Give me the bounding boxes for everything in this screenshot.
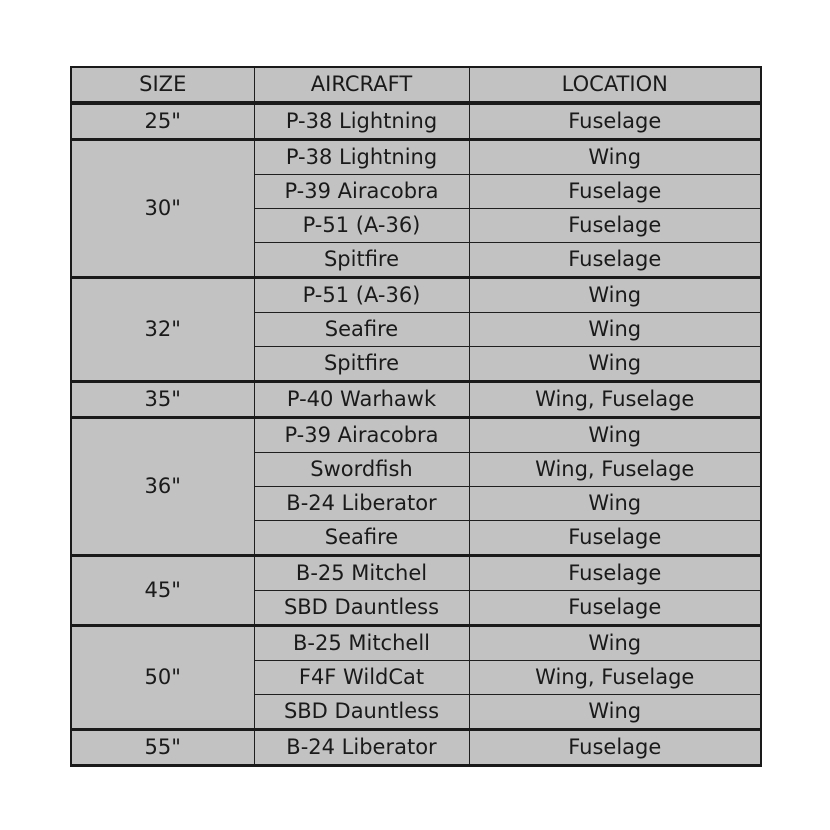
location-cell: Wing, Fuselage <box>469 661 761 695</box>
location-cell: Wing <box>469 313 761 347</box>
size-cell: 36" <box>71 418 254 556</box>
aircraft-cell: P-39 Airacobra <box>254 418 469 453</box>
aircraft-cell: B-24 Liberator <box>254 487 469 521</box>
aircraft-cell: P-51 (A-36) <box>254 209 469 243</box>
aircraft-size-table <box>70 66 762 767</box>
aircraft-cell: Spitfire <box>254 347 469 382</box>
location-cell: Wing <box>469 487 761 521</box>
table-row <box>71 556 761 591</box>
table-row <box>71 140 761 175</box>
size-cell: 30" <box>71 140 254 278</box>
header-location: LOCATION <box>469 67 761 103</box>
aircraft-cell: F4F WildCat <box>254 661 469 695</box>
aircraft-cell: P-39 Airacobra <box>254 175 469 209</box>
location-cell: Fuselage <box>469 175 761 209</box>
location-cell: Wing <box>469 626 761 661</box>
location-cell: Wing, Fuselage <box>469 382 761 418</box>
location-cell: Wing, Fuselage <box>469 453 761 487</box>
aircraft-cell: P-38 Lightning <box>254 140 469 175</box>
table-body <box>71 103 761 766</box>
aircraft-cell: Seafire <box>254 521 469 556</box>
aircraft-cell: B-25 Mitchel <box>254 556 469 591</box>
size-cell: 25" <box>71 103 254 140</box>
header-aircraft: AIRCRAFT <box>254 67 469 103</box>
header-size: SIZE <box>71 67 254 103</box>
header-row <box>71 67 761 103</box>
aircraft-cell: Swordfish <box>254 453 469 487</box>
aircraft-cell: P-40 Warhawk <box>254 382 469 418</box>
location-cell: Fuselage <box>469 243 761 278</box>
location-cell: Fuselage <box>469 209 761 243</box>
location-cell: Fuselage <box>469 521 761 556</box>
table-header <box>71 67 761 103</box>
location-cell: Fuselage <box>469 591 761 626</box>
table-row <box>71 626 761 661</box>
location-cell: Wing <box>469 695 761 730</box>
table-row <box>71 730 761 766</box>
location-cell: Wing <box>469 140 761 175</box>
size-cell: 32" <box>71 278 254 382</box>
size-cell: 55" <box>71 730 254 766</box>
table-row <box>71 103 761 140</box>
aircraft-cell: B-24 Liberator <box>254 730 469 766</box>
location-cell: Wing <box>469 347 761 382</box>
aircraft-cell: SBD Dauntless <box>254 695 469 730</box>
aircraft-cell: P-51 (A-36) <box>254 278 469 313</box>
aircraft-cell: SBD Dauntless <box>254 591 469 626</box>
location-cell: Wing <box>469 418 761 453</box>
table-row <box>71 418 761 453</box>
size-cell: 45" <box>71 556 254 626</box>
location-cell: Fuselage <box>469 556 761 591</box>
size-cell: 50" <box>71 626 254 730</box>
aircraft-cell: B-25 Mitchell <box>254 626 469 661</box>
location-cell: Fuselage <box>469 103 761 140</box>
table-row <box>71 278 761 313</box>
aircraft-cell: P-38 Lightning <box>254 103 469 140</box>
table-row <box>71 382 761 418</box>
aircraft-cell: Seafire <box>254 313 469 347</box>
aircraft-cell: Spitfire <box>254 243 469 278</box>
size-cell: 35" <box>71 382 254 418</box>
location-cell: Fuselage <box>469 730 761 766</box>
location-cell: Wing <box>469 278 761 313</box>
